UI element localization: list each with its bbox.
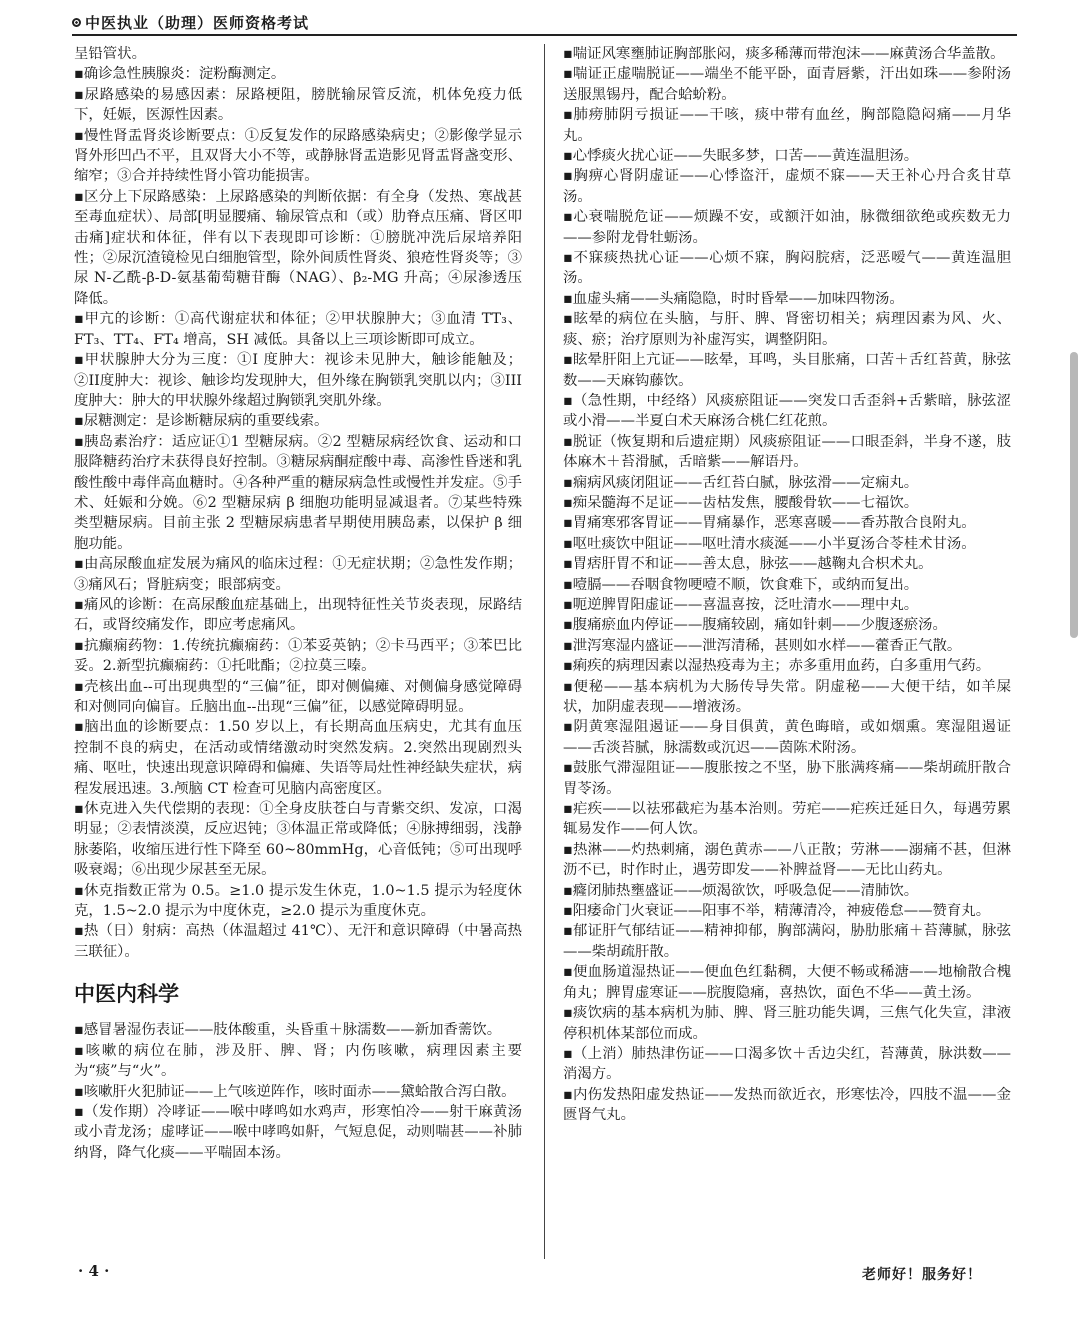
paragraph: ▪喘证正虚喘脱证——端坐不能平卧，面青唇紫，汗出如珠——参附汤送服黑锡丹，配合蛤蚧粉。 [563, 66, 1011, 103]
paragraph: ▪慢性肾盂肾炎诊断要点：①反复发作的尿路感染病史；②影像学显示肾外形凹凸不平，且双肾大小不等，或静脉肾盂造影见肾盂肾盏变形、缩窄；③合并持续性肾小管功能损害。 [74, 127, 522, 185]
paragraph: ▪痢疾的病理因素以湿热疫毒为主；赤多重用血药，白多重用气药。 [563, 658, 991, 675]
section-title: 中医内科学 [74, 982, 179, 1007]
paragraph: ▪郁证肝气郁结证——精神抑郁，胸部满闷，胁肋胀痛＋苔薄腻，脉弦——柴胡疏肝散。 [563, 923, 1011, 960]
paragraph: ▪内伤发热阳虚发热证——发热而欲近衣，形寒怯冷，四肢不温——金匮肾气丸。 [563, 1086, 1011, 1124]
paragraph: ▪痴呆髓海不足证——齿枯发焦，腰酸骨软——七福饮。 [563, 494, 919, 511]
circle-bullet-icon [72, 18, 81, 27]
paragraph: ▪胃痞肝胃不和证——善太息，脉弦——越鞠丸合枳术丸。 [563, 556, 933, 573]
paragraph: ▪脱证（恢复期和后遗症期）风痰瘀阻证——口眼歪斜，半身不遂，肢体麻木＋苔滑腻，舌暗紫——解语丹。 [563, 433, 1011, 471]
paragraph: ▪休克指数正常为 0.5。≥1.0 提示发生休克，1.0~1.5 提示为轻度休克，1.5~2.0 提示为中度休克，≥2.0 提示为重度休克。 [74, 882, 522, 920]
paragraph: ▪肺痨肺阴亏损证——干咳，痰中带有血丝，胸部隐隐闷痛——月华丸。 [563, 107, 1011, 144]
paragraph: ▪腹痛瘀血内停证——腹痛较剧，痛如针刺——少腹逐瘀汤。 [563, 617, 947, 634]
paragraph: ▪区分上下尿路感染：上尿路感染的判断依据：有全身（发热、寒战甚至毒血症状）、局部[明显腰痛、输尿管点和（或）肋脊点压痛、肾区叩击痛]症状和体征，伴有以下表现即可诊断：①膀胱冲洗后尿培养阳性；②尿沉渣镜检见白细胞管型，除外间质性肾炎、狼疮性肾炎等；③尿 N-乙酰-β-D-氨基葡萄糖苷酶（NAG）、β₂-MG 升高；④尿渗透压降低。 [74, 188, 522, 307]
paragraph: ▪尿糖测定：是诊断糖尿病的重要线索。 [74, 413, 329, 430]
paragraph: ▪休克进入失代偿期的表现：①全身皮肤苍白与青紫交织、发凉，口渴明显；②表情淡漠，反应迟钝；③体温正常或降低；④脉搏细弱，浅静脉萎陷，收缩压进行性下降至 60~80mmHg，心音低钝；⑤可出现呼吸衰竭；⑥出现少尿甚至无尿。 [74, 801, 522, 879]
paragraph: ▪鼓胀气滞湿阻证——腹胀按之不坚，胁下胀满疼痛——柴胡疏肝散合胃苓汤。 [563, 760, 1011, 797]
paragraph: ▪疟疾——以祛邪截疟为基本治则。劳疟——疟疾迁延日久，每遇劳累辄易发作——何人饮。 [563, 801, 1011, 838]
paragraph: ▪甲亢的诊断：①高代谢症状和体征；②甲状腺肿大；③血清 TT₃、FT₃、TT₄、FT₄ 增高，SH 减低。具备以上三项诊断即可成立。 [74, 311, 522, 348]
paragraph: ▪（急性期，中经络）风痰瘀阻证——突发口舌歪斜+舌紫暗，脉弦涩或小滑——半夏白术天麻汤合桃仁红花煎。 [563, 392, 1011, 430]
scrollbar-thumb[interactable] [1070, 352, 1078, 638]
left-column [74, 44, 522, 1163]
paragraph: ▪呕吐痰饮中阻证——呕吐清水痰涎——小半夏汤合苓桂术甘汤。 [563, 535, 976, 552]
paragraph: ▪阳痿命门火衰证——阳事不举，精薄清冷，神疲倦怠——赞育丸。 [563, 903, 991, 920]
page-number: · 4 · [78, 1262, 110, 1280]
paragraph: ▪痰饮病的基本病机为肺、脾、肾三脏功能失调，三焦气化失宣，津液停积机体某部位而成。 [563, 1005, 1011, 1042]
footer-slogan: 老师好！服务好！ [862, 1267, 982, 1283]
paragraph: ▪由高尿酸血症发展为痛风的临床过程：①无症状期；②急性发作期；③痛风石；肾脏病变；眼部病变。 [74, 556, 522, 593]
paragraph: ▪（发作期）冷哮证——喉中哮鸣如水鸡声，形寒怕冷——射干麻黄汤或小青龙汤；虚哮证——喉中哮鸣如鼾，气短息促，动则喘甚——补肺纳肾，降气化痰——平喘固本汤。 [74, 1103, 522, 1161]
paragraph: ▪眩晕肝阳上亢证——眩晕，耳鸣，头目胀痛，口苦＋舌红苔黄，脉弦数——天麻钩藤饮。 [563, 352, 1011, 389]
paragraph: ▪胸痹心肾阴虚证——心悸盗汗，虚烦不寐——天王补心丹合炙甘草汤。 [563, 168, 1011, 205]
page-header [72, 10, 1017, 36]
paragraph: ▪脑出血的诊断要点：1.50 岁以上，有长期高血压病史，尤其有血压控制不良的病史，在活动或情绪激动时突然发病。2.突然出现剧烈头痛、呕吐，快速出现意识障碍和偏瘫、失语等局灶性神经缺失症状，病程发展迅速。3.颅脑 CT 检查可见脑内高密度区。 [74, 719, 522, 797]
paragraph: ▪不寐痰热扰心证——心烦不寐，胸闷脘痞，泛恶嗳气——黄连温胆汤。 [563, 250, 1011, 287]
left-column-paragraphs [74, 44, 522, 962]
paragraph: ▪尿路感染的易感因素：尿路梗阻，膀胱输尿管反流，机体免疫力低下，妊娠，医源性因素。 [74, 86, 522, 124]
paragraph: ▪胃痛寒邪客胃证——胃痛暴作，恶寒喜暖——香苏散合良附丸。 [563, 515, 976, 532]
paragraph: ▪（上消）肺热津伤证——口渴多饮＋舌边尖红，苔薄黄，脉洪数——消渴方。 [563, 1045, 1011, 1083]
paragraph: ▪确诊急性胰腺炎：淀粉酶测定。 [74, 66, 286, 83]
paragraph: ▪心衰喘脱危证——烦躁不安，或额汗如油，脉微细欲绝或疾数无力——参附龙骨牡蛎汤。 [563, 209, 1011, 246]
paragraph: ▪便血肠道湿热证——便血色红黏稠，大便不畅或稀溏——地榆散合槐角丸；脾胃虚寒证——脘腹隐痛，喜热饮，面色不华——黄土汤。 [563, 964, 1011, 1001]
paragraph: ▪热（日）射病：高热（体温超过 41℃）、无汗和意识障碍（中暑高热三联征）。 [74, 923, 522, 960]
paragraph: ▪眩晕的病位在头脑，与肝、脾、肾密切相关；病理因素为风、火、痰、瘀；治疗原则为补虚泻实，调整阴阳。 [563, 311, 1011, 348]
paragraph: ▪血虚头痛——头痛隐隐，时时昏晕——加味四物汤。 [563, 290, 904, 307]
paragraph: ▪便秘——基本病机为大肠传导失常。阴虚秘——大便干结，如羊屎状，加阴虚表现——增液汤。 [563, 678, 1011, 715]
column-divider [544, 44, 545, 1259]
paragraph: ▪泄泻寒湿内盛证——泄泻清稀，甚则如水样——藿香正气散。 [563, 637, 962, 654]
paragraph: 呈铅管状。 [74, 46, 146, 62]
right-column-paragraphs [563, 44, 1011, 1126]
paragraph: ▪甲状腺肿大分为三度：①I 度肿大：视诊未见肿大，触诊能触及；②II度肿大：视诊、触诊均发现肿大，但外缘在胸锁乳突肌以内；③III度肿大：肿大的甲状腺外缘超过胸锁乳突肌外缘。 [74, 352, 522, 409]
paragraph: ▪噎膈——吞咽食物哽噎不顺，饮食难下，或纳而复出。 [563, 576, 919, 593]
paragraph: ▪喘证风寒壅肺证胸部胀闷，痰多稀薄而带泡沫——麻黄汤合华盖散。 [563, 46, 1005, 62]
paragraph: ▪抗癫痫药物：1.传统抗癫痫药：①苯妥英钠；②卡马西平；③苯巴比妥。2.新型抗癫痫药：①托吡酯；②拉莫三嗪。 [74, 637, 522, 675]
paragraph: ▪痫病风痰闭阻证——舌红苔白腻，脉弦滑——定痫丸。 [563, 474, 919, 491]
paragraph: ▪咳嗽的病位在肺，涉及肝、脾、肾；内伤咳嗽，病理因素主要为“痰”与“火”。 [74, 1042, 522, 1080]
paragraph: ▪癃闭肺热壅盛证——烦渴欲饮，呼吸急促——清肺饮。 [563, 882, 919, 899]
paragraph: ▪壳核出血--可出现典型的“三偏”征，即对侧偏瘫、对侧偏身感觉障碍和对侧同向偏盲。丘脑出血--出现“三偏”征，以感觉障碍明显。 [74, 678, 522, 715]
paragraph: ▪感冒暑湿伤表证——肢体酸重，头昏重＋脉濡数——新加香薷饮。 [74, 1022, 502, 1039]
paragraph: ▪热淋——灼热刺痛，溺色黄赤——八正散；劳淋——溺痛不甚，但淋沥不已，时作时止，遇劳即发——补脾益肾——无比山药丸。 [563, 841, 1011, 879]
left-column-paragraphs-after [74, 1020, 522, 1163]
paragraph: ▪痛风的诊断：在高尿酸血症基础上，出现特征性关节炎表现，尿路结石，或肾绞痛发作，即应考虑痛风。 [74, 596, 522, 634]
paragraph: ▪呃逆脾胃阳虚证——喜温喜按，泛吐清水——理中丸。 [563, 596, 919, 613]
paragraph: ▪胰岛素治疗：适应证①1 型糖尿病。②2 型糖尿病经饮食、运动和口服降糖药治疗未获得良好控制。③糖尿病酮症酸中毒、高渗性昏迷和乳酸性酸中毒伴高血糖时。④各种严重的糖尿病急性或慢性并发症。⑤手术、妊娠和分娩。⑥2 型糖尿病 β 细胞功能明显减退者。⑦某些特殊类型糖尿病。目前主张 2 型糖尿病患者早期使用胰岛素，以保护 β 细胞功能。 [74, 433, 522, 552]
right-column [563, 44, 1011, 1126]
paragraph: ▪心悸痰火扰心证——失眠多梦，口苦——黄连温胆汤。 [563, 148, 919, 165]
paragraph: ▪阴黄寒湿阻遏证——身目俱黄，黄色晦暗，或如烟熏。寒湿阻遏证——舌淡苔腻，脉濡数或沉迟——茵陈术附汤。 [563, 719, 1011, 756]
paragraph: ▪咳嗽肝火犯肺证——上气咳逆阵作，咳时面赤——黛蛤散合泻白散。 [74, 1083, 516, 1100]
header-title: 中医执业（助理）医师资格考试 [85, 13, 310, 32]
